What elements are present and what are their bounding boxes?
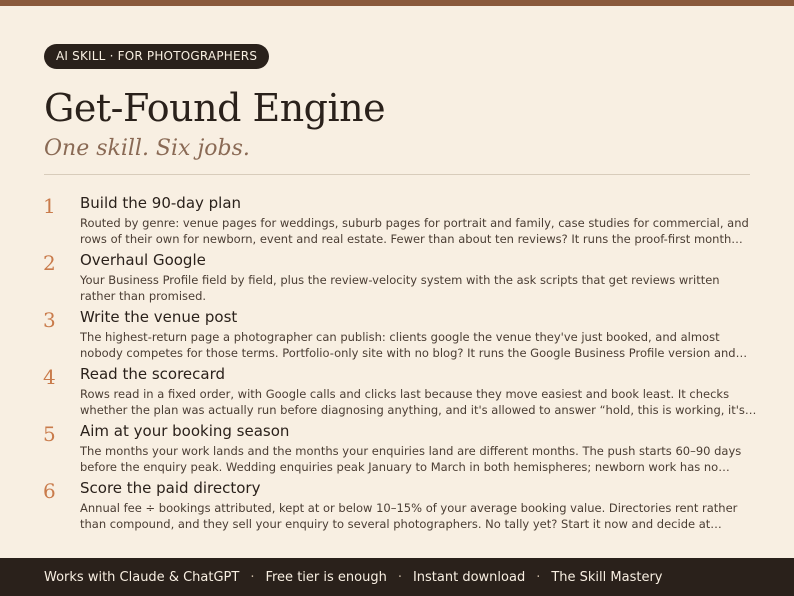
footer-separator: · — [397, 569, 402, 585]
footer-pricing: Free tier is enough — [265, 569, 387, 585]
job-title: Aim at your booking season — [80, 422, 290, 440]
page-subtitle: One skill. Six jobs. — [44, 136, 250, 161]
footer-separator: · — [536, 569, 541, 585]
job-item-1 — [0, 190, 794, 246]
job-title: Read the scorecard — [80, 365, 226, 383]
job-description: Rows read in a fixed order, with Google calls and clicks last because they move easiest and book least. It checks whether the plan was actually run before diagnosing anything, and it's allowed to answer “hold, this is working, it's… — [80, 387, 757, 417]
footer-separator: · — [250, 569, 255, 585]
footer-brand: The Skill Mastery — [551, 569, 663, 585]
job-number: 5 — [43, 422, 56, 446]
category-badge: AI SKILL · FOR PHOTOGRAPHERS — [44, 44, 269, 69]
top-accent-bar — [0, 0, 794, 6]
job-description: The highest-return page a photographer can publish: clients google the venue they've just booked, and almost nobody competes for those terms. Portfolio-only site with no blog? It runs the Google Business Profile version and… — [80, 330, 748, 360]
job-item-6 — [0, 475, 794, 531]
job-number: 3 — [43, 308, 56, 332]
footer-bar — [0, 558, 794, 596]
job-description: Your Business Profile field by field, plus the review-velocity system with the ask scripts that get reviews written rather than promised. — [80, 273, 720, 303]
job-number: 4 — [43, 365, 56, 389]
footer-compatibility: Works with Claude & ChatGPT — [44, 569, 240, 585]
job-number: 6 — [43, 479, 56, 503]
job-number: 1 — [43, 194, 56, 218]
footer-delivery: Instant download — [412, 569, 526, 585]
job-item-4 — [0, 361, 794, 417]
divider — [44, 174, 750, 175]
job-description: Routed by genre: venue pages for weddings, suburb pages for portrait and family, case studies for commercial, and rows of their own for newborn, event and real estate. Fewer than about ten reviews? It runs the proof-first month… — [80, 216, 749, 246]
job-item-2 — [0, 247, 794, 303]
job-title: Build the 90-day plan — [80, 194, 242, 212]
page-title: Get-Found Engine — [44, 86, 386, 130]
job-item-3 — [0, 304, 794, 360]
job-description: Annual fee ÷ bookings attributed, kept at or below 10–15% of your average booking value. Directories rent rather than compound, and they sell your enquiry to several photographers. No tally yet? Start it now and decide at… — [80, 501, 738, 531]
job-title: Score the paid directory — [80, 479, 261, 497]
job-title: Write the venue post — [80, 308, 238, 326]
job-title: Overhaul Google — [80, 251, 206, 269]
job-item-5 — [0, 418, 794, 474]
job-description: The months your work lands and the months your enquiries land are different months. The push starts 60–90 days before the enquiry peak. Wedding enquiries peak January to March in both hemispheres; newborn work has no… — [80, 444, 742, 474]
job-number: 2 — [43, 251, 56, 275]
